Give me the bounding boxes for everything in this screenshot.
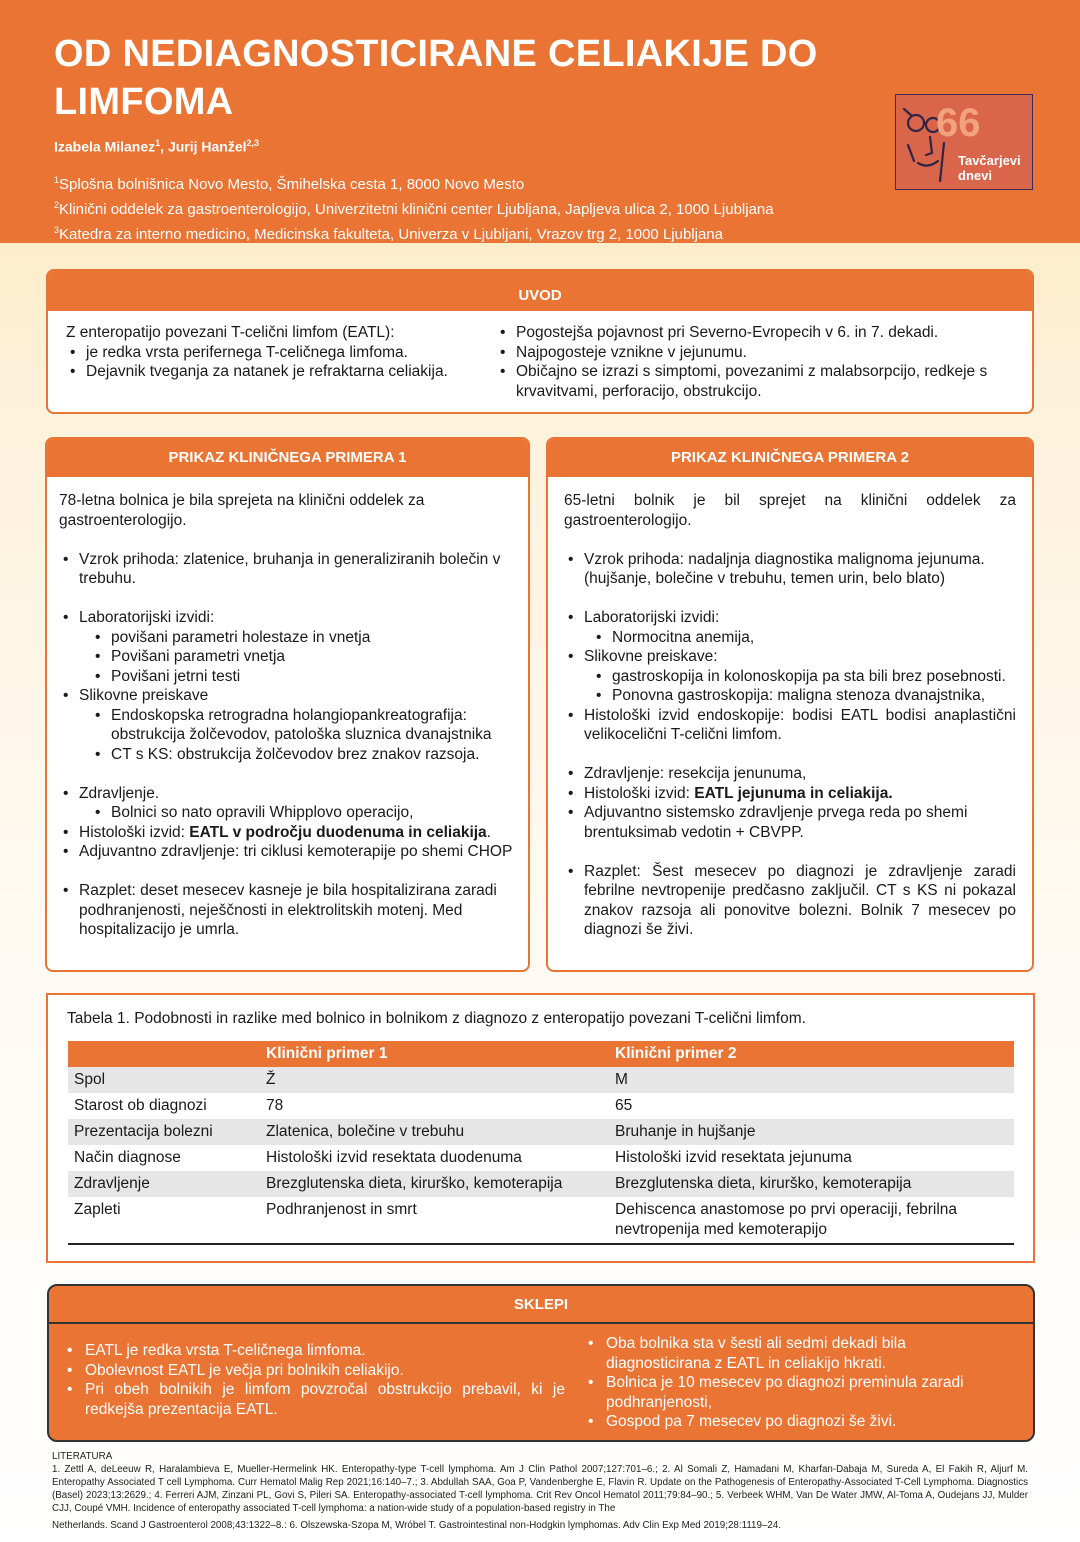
table-cell: Bruhanje in hujšanje xyxy=(609,1119,1014,1145)
list-item: • je redka vrsta perifernega T-celičnega limfoma. xyxy=(66,343,496,363)
table-header-cell: Klinični primer 1 xyxy=(260,1041,609,1067)
table-cell: Histološki izvid resektata jejunuma xyxy=(615,1149,852,1166)
list-item: • Dejavnik tveganja za natanek je refraktarna celiakija. xyxy=(66,362,496,382)
case-2-intro: 65-letni bolnik je bil sprejet na klinični oddelek za gastroenterologijo. xyxy=(564,492,1016,529)
table-cell: Zdravljenje xyxy=(68,1171,260,1197)
table-cell: Dehiscenca anastomose po prvi operaciji, febrilna nevtropenija med kemoterapijo xyxy=(609,1197,1014,1244)
authors xyxy=(54,138,259,155)
list-item: • Obolevnost EATL je večja pri bolnikih celiakijo. xyxy=(65,1361,565,1381)
author-1: Izabela Milanez xyxy=(54,138,156,155)
case-1-intro: 78-letna bolnica je bila sprejeta na klinični oddelek za gastroenterologijo. xyxy=(59,492,425,529)
case-1-treatment: • Zdravljenje. • Bolnici so nato opravili Whipplovo operacijo, xyxy=(59,784,523,823)
intro-left-column xyxy=(66,323,496,382)
conference-logo xyxy=(895,94,1033,190)
list-item: • Povišani parametri vnetja xyxy=(91,647,523,667)
intro-right-column xyxy=(496,323,1018,401)
list-item: • Ponovna gastroskopija: maligna stenoza dvanajstnika, xyxy=(592,686,1016,706)
list-item: • Normocitna anemija, xyxy=(592,628,1016,648)
case-2-treatment: • Zdravljenje: resekcija jenunuma, xyxy=(564,764,1016,784)
case-2-histology: • Histološki izvid: EATL jejunuma in celiakija. xyxy=(564,784,1016,804)
table-row xyxy=(68,1119,1014,1145)
affiliations xyxy=(54,170,774,245)
logo-number: 66 xyxy=(936,101,981,145)
table-cell: Starost ob diagnozi xyxy=(74,1097,207,1114)
table-header-row xyxy=(68,1041,1014,1067)
intro-lead: Z enteropatijo povezani T-celični limfom (EATL): xyxy=(66,324,395,341)
case-2-outcome: • Razplet: Šest mesecev po diagnozi je zdravljenje zaradi febrilne nevtropenije predčasno zaključil. CT s KS ni pokazal znakov razsoja ali ponovitve bolezni. Bolnik 7 mesecev po diagnozi še živi. xyxy=(564,862,1016,940)
case-1-body xyxy=(59,491,523,940)
case-1-outcome: • Razplet: deset mesecev kasneje je bila hospitalizirana zaradi podhranjenosti, neješčnosti in elektrolitskih motenj. Med hospitalizacijo je umrla. xyxy=(59,881,523,940)
case-2-cause: • Vzrok prihoda: nadaljnja diagnostika malignoma jejunuma. (hujšanje, bolečine v trebuhu, temen urin, belo blato) xyxy=(564,550,1016,589)
case-1-heading: PRIKAZ KLINIČNEGA PRIMERA 1 xyxy=(47,439,528,477)
table-cell: Zlatenica, bolečine v trebuhu xyxy=(260,1119,609,1145)
references-heading: LITERATURA xyxy=(52,1451,113,1462)
intro-section xyxy=(46,269,1034,414)
table-caption: Tabela 1. Podobnosti in razlike med bolnico in bolnikom z diagnozo z enteropatijo povezani T-celični limfom. xyxy=(67,1010,806,1027)
author-2-sup: 2,3 xyxy=(246,138,260,148)
table-cell: Brezglutenska dieta, kirurško, kemoterapija xyxy=(609,1171,1014,1197)
logo-text: Tavčarjevi dnevi xyxy=(958,153,1021,183)
table-cell: Histološki izvid resektata duodenuma xyxy=(266,1149,522,1166)
case-1-section xyxy=(45,437,530,972)
affiliation-2: $^2$Klinični oddelek za gastroenterologijo, Univerzitetni klinični center Ljubljana, Japljeva ulica 2, 1000 Ljubljana xyxy=(54,200,774,218)
case-2-body xyxy=(564,491,1016,940)
list-item: • Bolnica je 10 mesecev po diagnozi preminula zaradi podhranjenosti, xyxy=(586,1373,1006,1412)
poster-header xyxy=(0,0,1080,243)
author-separator: , xyxy=(160,138,168,155)
comparison-table xyxy=(68,1041,1014,1245)
list-item: • povišani parametri holestaze in vnetja xyxy=(91,628,523,648)
conclusions-heading: SKLEPI xyxy=(49,1286,1033,1324)
list-item: • Povišani jetrni testi xyxy=(91,667,523,687)
comparison-table-section xyxy=(46,993,1035,1263)
table-cell: Način diagnose xyxy=(74,1149,181,1166)
references-text-end: Netherlands. Scand J Gastroenterol 2008;43:1322–8.: 6. Olszewska-Szopa M, Wróbel T. Gastrointestinal non-Hodgkin lymphomas. Adv Clin Exp Med 2019;28:1119–24. xyxy=(52,1520,782,1531)
table-cell: Spol xyxy=(68,1067,260,1093)
list-item: • Običajno se izrazi s simptomi, povezanimi z malabsorpcijo, redkeje s krvavitvami, perforacijo, obstrukcijo. xyxy=(496,362,1018,401)
table-cell: Zapleti xyxy=(68,1197,260,1244)
case-2-endoscopy-histology: • Histološki izvid endoskopije: bodisi EATL bodisi anaplastični velikocelični T-celični limfom. xyxy=(564,706,1016,745)
case-2-section xyxy=(546,437,1034,972)
case-1-imaging: • Slikovne preiskave • Endoskopska retrogradna holangiopankreatografija: obstrukcija žolčevodov, patološka sluznica dvanajstnika • CT s KS: obstrukcija žolčevodov brez znakov razsoja. xyxy=(59,686,523,764)
author-1-sup: 1 xyxy=(155,138,161,148)
case-1-histology: • Histološki izvid: EATL v področju duodenuma in celiakija. xyxy=(59,823,523,843)
conclusions-section xyxy=(47,1284,1035,1442)
table-row xyxy=(68,1145,1014,1171)
list-item: • Gospod pa 7 mesecev po diagnozi še živi. xyxy=(586,1412,1006,1432)
table-cell: 65 xyxy=(615,1097,633,1114)
table-header-cell xyxy=(68,1041,260,1067)
list-item: • Pri obeh bolnikih je limfom povzročal obstrukcijo prebavil, ki je redkejša prezentacija EATL. xyxy=(65,1380,565,1419)
author-2: Jurij Hanžel xyxy=(167,138,247,155)
list-item: • Oba bolnika sta v šesti ali sedmi dekadi bila diagnosticirana z EATL in celiakijo hkrati. xyxy=(586,1334,1006,1373)
table-cell: M xyxy=(609,1067,1014,1093)
case-1-cause: • Vzrok prihoda: zlatenice, bruhanja in generaliziranih bolečin v trebuhu. xyxy=(59,550,523,589)
references-text: 1. Zettl A, deLeeuw R, Haralambieva E, Mueller-Hermelink HK. Enteropathy-type T-cell lymphoma. Am J Clin Pathol 2007;127:701–6.; 2. Al Somali Z, Hamadani M, Kharfan-Dabaja M, Sureda A, El Fakih R, Aljurf M. Enteropathy Associated T cell Lymphoma. Curr Hematol Malig Rep 2021;16:140–7.; 3. Abdullah SAA, Goa P, Vandenberghe E, Flavin R. Update on the Pathogenesis of Enteropathy-Associated T-Cell Lymphoma. Diagnostics (Basel) 2023;13:2629.; 4. Ferreri AJM, Zinzani PL, Govi S, Pileri SA. Enteropathy-associated T-cell lymphoma. Crit Rev Oncol Hematol 2011;79:84–90.; 5. Verbeek WHM, Van De Water JMW, Al-Toma A, Oudejans JJ, Mulder CJJ, Coupé VMH. Incidence of enteropathy associated T-cell lymphoma: a nation-wide study of a population-based registry in The xyxy=(52,1464,1028,1514)
table-row xyxy=(68,1171,1014,1197)
table-row xyxy=(68,1093,1014,1119)
list-item: • CT s KS: obstrukcija žolčevodov brez znakov razsoja. xyxy=(91,745,523,765)
list-item: • gastroskopija in kolonoskopija pa sta bili brez posebnosti. xyxy=(592,667,1016,687)
table-header-cell: Klinični primer 2 xyxy=(609,1041,1014,1067)
table-cell: Ž xyxy=(260,1067,609,1093)
case-2-adjuvant: • Adjuvantno sistemsko zdravljenje prvega reda po shemi brentuksimab vedotin + CBVPP. xyxy=(564,803,1016,842)
table-cell: Brezglutenska dieta, kirurško, kemoterapija xyxy=(260,1171,609,1197)
case-2-lab: • Laboratorijski izvidi: • Normocitna anemija, xyxy=(564,608,1016,647)
list-item: • Pogostejša pojavnost pri Severno-Evropecih v 6. in 7. dekadi. xyxy=(496,323,1018,343)
list-item: • Endoskopska retrogradna holangiopankreatografija: obstrukcija žolčevodov, patološka sluznica dvanajstnika xyxy=(91,706,523,745)
list-item: • Najpogosteje vznikne v jejunumu. xyxy=(496,343,1018,363)
intro-heading: UVOD xyxy=(48,271,1032,311)
poster-title: OD NEDIAGNOSTICIRANE CELIAKIJE DO LIMFOMA xyxy=(54,33,818,123)
case-1-adjuvant: • Adjuvantno zdravljenje: tri ciklusi kemoterapije po shemi CHOP xyxy=(59,842,523,862)
table-cell: Prezentacija bolezni xyxy=(68,1119,260,1145)
list-item: • EATL je redka vrsta T-celičnega limfoma. xyxy=(65,1341,565,1361)
list-item: • Bolnici so nato opravili Whipplovo operacijo, xyxy=(91,803,523,823)
conclusions-right-column xyxy=(586,1334,1006,1432)
affiliation-1: $^1$Splošna bolnišnica Novo Mesto, Šmihelska cesta 1, 8000 Novo Mesto xyxy=(54,175,525,193)
affiliation-3: $^3$Katedra za interno medicino, Medicinska fakulteta, Univerza v Ljubljani, Vrazov trg 2, 1000 Ljubljana xyxy=(54,225,723,243)
case-1-lab: • Laboratorijski izvidi: • povišani parametri holestaze in vnetja • Povišani parametri vnetja • Povišani jetrni testi xyxy=(59,608,523,686)
table-row xyxy=(68,1067,1014,1093)
table-cell: 78 xyxy=(266,1097,284,1114)
references xyxy=(52,1450,1028,1532)
case-2-heading: PRIKAZ KLINIČNEGA PRIMERA 2 xyxy=(548,439,1032,477)
conclusions-left-column xyxy=(65,1341,565,1419)
table-row xyxy=(68,1197,1014,1244)
case-2-imaging: • Slikovne preiskave: • gastroskopija in kolonoskopija pa sta bili brez posebnosti. • Ponovna gastroskopija: maligna stenoza dvanajstnika, xyxy=(564,647,1016,706)
table-cell: Podhranjenost in smrt xyxy=(260,1197,609,1244)
